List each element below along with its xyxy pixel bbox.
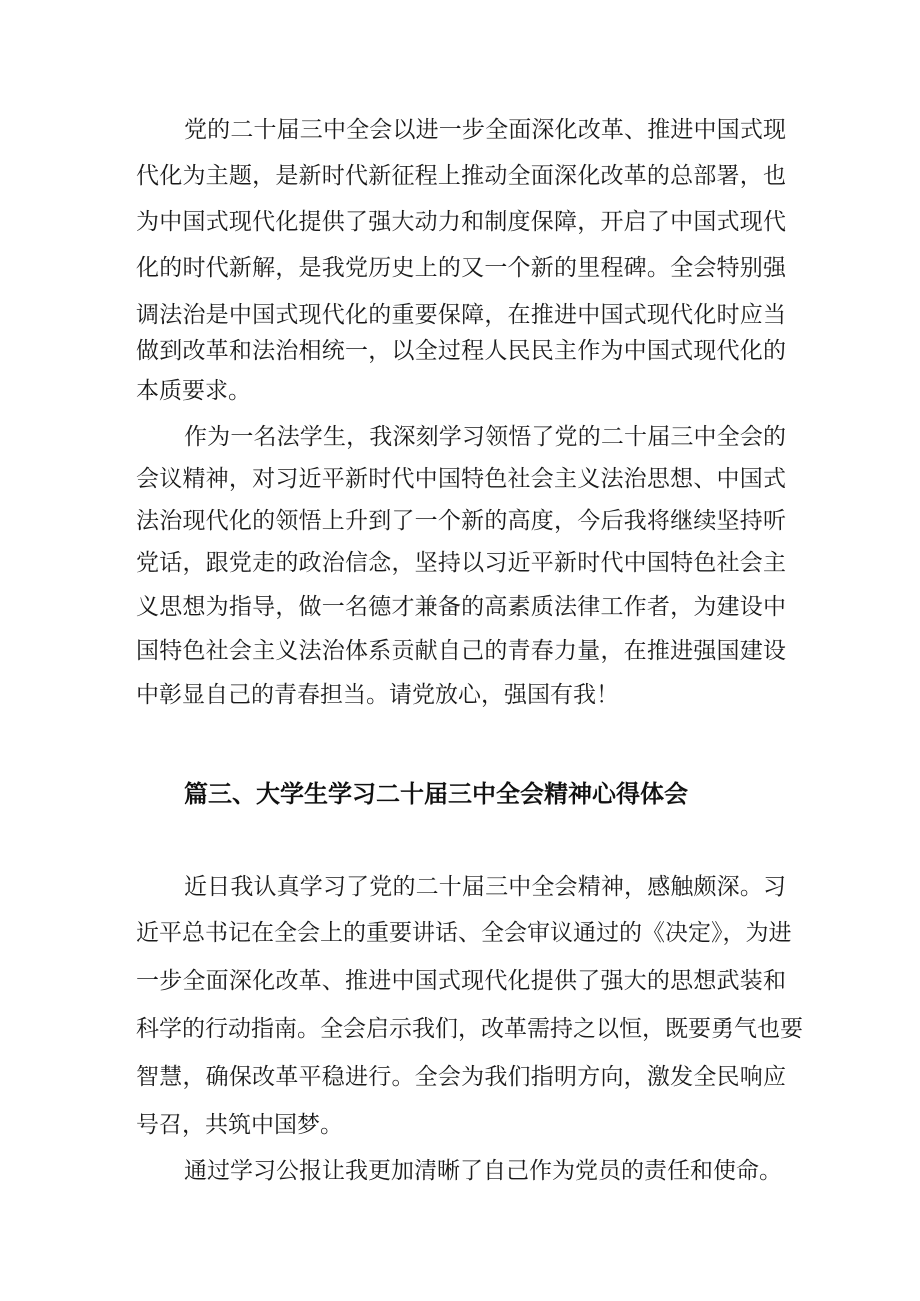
paragraph-3-line-6: 号召，共筑中国梦。 bbox=[136, 1112, 343, 1138]
paragraph-2-line-2: 会议精神，对习近平新时代中国特色社会主义法治思想、中国式 bbox=[136, 466, 786, 492]
paragraph-4-line-1: 通过学习公报让我更加清晰了自己作为党员的责任和使命。 bbox=[184, 1158, 782, 1184]
paragraph-3-line-3: 一步全面深化改革、推进中国式现代化提供了强大的思想武装和 bbox=[136, 968, 786, 994]
paragraph-1-line-2: 代化为主题，是新时代新征程上推动全面深化改革的总部署，也 bbox=[136, 163, 786, 189]
paragraph-1-line-4: 化的时代新解，是我党历史上的又一个新的里程碑。全会特别强 bbox=[136, 255, 786, 281]
paragraph-3-line-1: 近日我认真学习了党的二十届三中全会精神，感触颇深。习 bbox=[184, 874, 786, 900]
paragraph-1-line-7: 本质要求。 bbox=[136, 378, 251, 404]
paragraph-2-line-7: 中彰显自己的青春担当。请党放心，强国有我！ bbox=[136, 682, 619, 708]
paragraph-2-line-1: 作为一名法学生，我深刻学习领悟了党的二十届三中全会的 bbox=[184, 424, 786, 450]
paragraph-1-line-1: 党的二十届三中全会以进一步全面深化改革、推进中国式现 bbox=[184, 117, 786, 143]
paragraph-3-line-5: 智慧，确保改革平稳进行。全会为我们指明方向，激发全民响应 bbox=[136, 1064, 786, 1090]
paragraph-2-line-3: 法治现代化的领悟上升到了一个新的高度，今后我将继续坚持听 bbox=[136, 508, 786, 534]
paragraph-3-line-2: 近平总书记在全会上的重要讲话、全会审议通过的《决定》，为进 bbox=[136, 920, 792, 946]
paragraph-3-line-4: 科学的行动指南。全会启示我们，改革需持之以恒，既要勇气也要 bbox=[136, 1016, 803, 1042]
paragraph-1-line-3: 为中国式现代化提供了强大动力和制度保障，开启了中国式现代 bbox=[136, 209, 786, 235]
paragraph-2-line-4: 党话，跟党走的政治信念，坚持以习近平新时代中国特色社会主 bbox=[136, 550, 786, 576]
section-heading: 篇三、大学生学习二十届三中全会精神心得体会 bbox=[184, 780, 688, 808]
paragraph-2-line-6: 国特色社会主义法治体系贡献自己的青春力量，在推进强国建设 bbox=[136, 638, 786, 664]
paragraph-1-line-5: 调法治是中国式现代化的重要保障，在推进中国式现代化时应当 bbox=[136, 302, 786, 328]
paragraph-1-line-6: 做到改革和法治相统一，以全过程人民民主作为中国式现代化的 bbox=[136, 338, 786, 364]
paragraph-2-line-5: 义思想为指导，做一名德才兼备的高素质法律工作者，为建设中 bbox=[136, 594, 786, 620]
